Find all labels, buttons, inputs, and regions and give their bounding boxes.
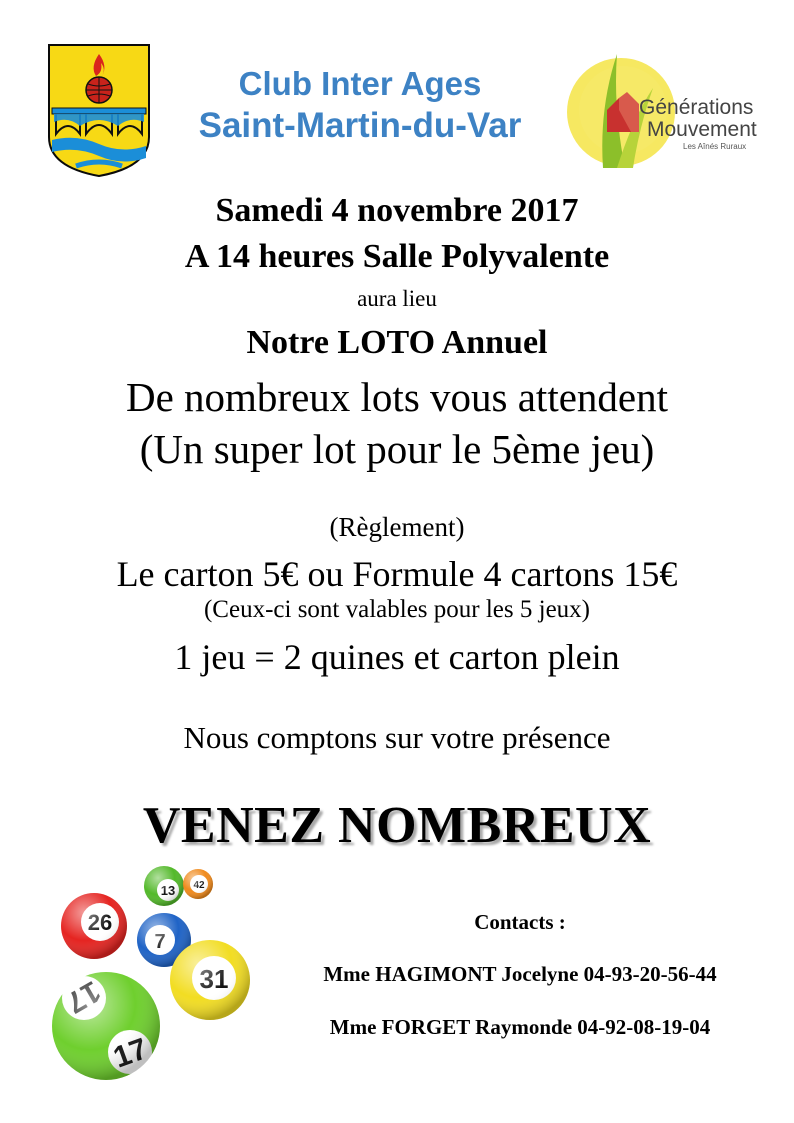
rules-heading: (Règlement) xyxy=(329,512,465,542)
event-title: Notre LOTO Annuel xyxy=(246,324,548,361)
coat-of-arms-logo xyxy=(46,42,152,178)
bingo-ball-17 xyxy=(52,972,160,1080)
bingo-balls-illustration xyxy=(46,860,256,1090)
rules-game: 1 jeu = 2 quines et carton plein xyxy=(174,637,620,677)
event-super-lot: (Un super lot pour le 5ème jeu) xyxy=(139,426,655,472)
bingo-ball-42 xyxy=(183,869,213,899)
bingo-ball-26 xyxy=(61,893,127,959)
club-name-line1: Club Inter Ages xyxy=(238,65,482,102)
rules-price: Le carton 5€ ou Formule 4 cartons 15€ xyxy=(116,554,678,594)
event-date: Samedi 4 novembre 2017 xyxy=(215,192,579,229)
gm-logo-line2: Mouvement xyxy=(647,118,757,141)
closing-venez-nombreux: VENEZ NOMBREUX xyxy=(142,797,652,854)
contacts-title: Contacts : xyxy=(474,910,566,934)
closing-presence: Nous comptons sur votre présence xyxy=(183,720,611,755)
event-aura-lieu: aura lieu xyxy=(357,286,437,311)
gm-logo-line1: Générations xyxy=(639,96,754,119)
bingo-ball-31 xyxy=(170,940,250,1020)
contact-forget: Mme FORGET Raymonde 04-92-08-19-04 xyxy=(329,1015,711,1039)
contact-hagimont: Mme HAGIMONT Jocelyne 04-93-20-56-44 xyxy=(323,962,717,986)
bingo-ball-13 xyxy=(144,866,184,906)
event-time-place: A 14 heures Salle Polyvalente xyxy=(184,238,610,275)
generations-mouvement-logo xyxy=(563,48,763,170)
gm-logo-line3: Les Aînés Ruraux xyxy=(683,142,747,151)
club-name-line2: Saint-Martin-du-Var xyxy=(198,106,522,145)
rules-validity: (Ceux-ci sont valables pour les 5 jeux) xyxy=(203,596,590,623)
event-lots: De nombreux lots vous attendent xyxy=(125,374,668,420)
